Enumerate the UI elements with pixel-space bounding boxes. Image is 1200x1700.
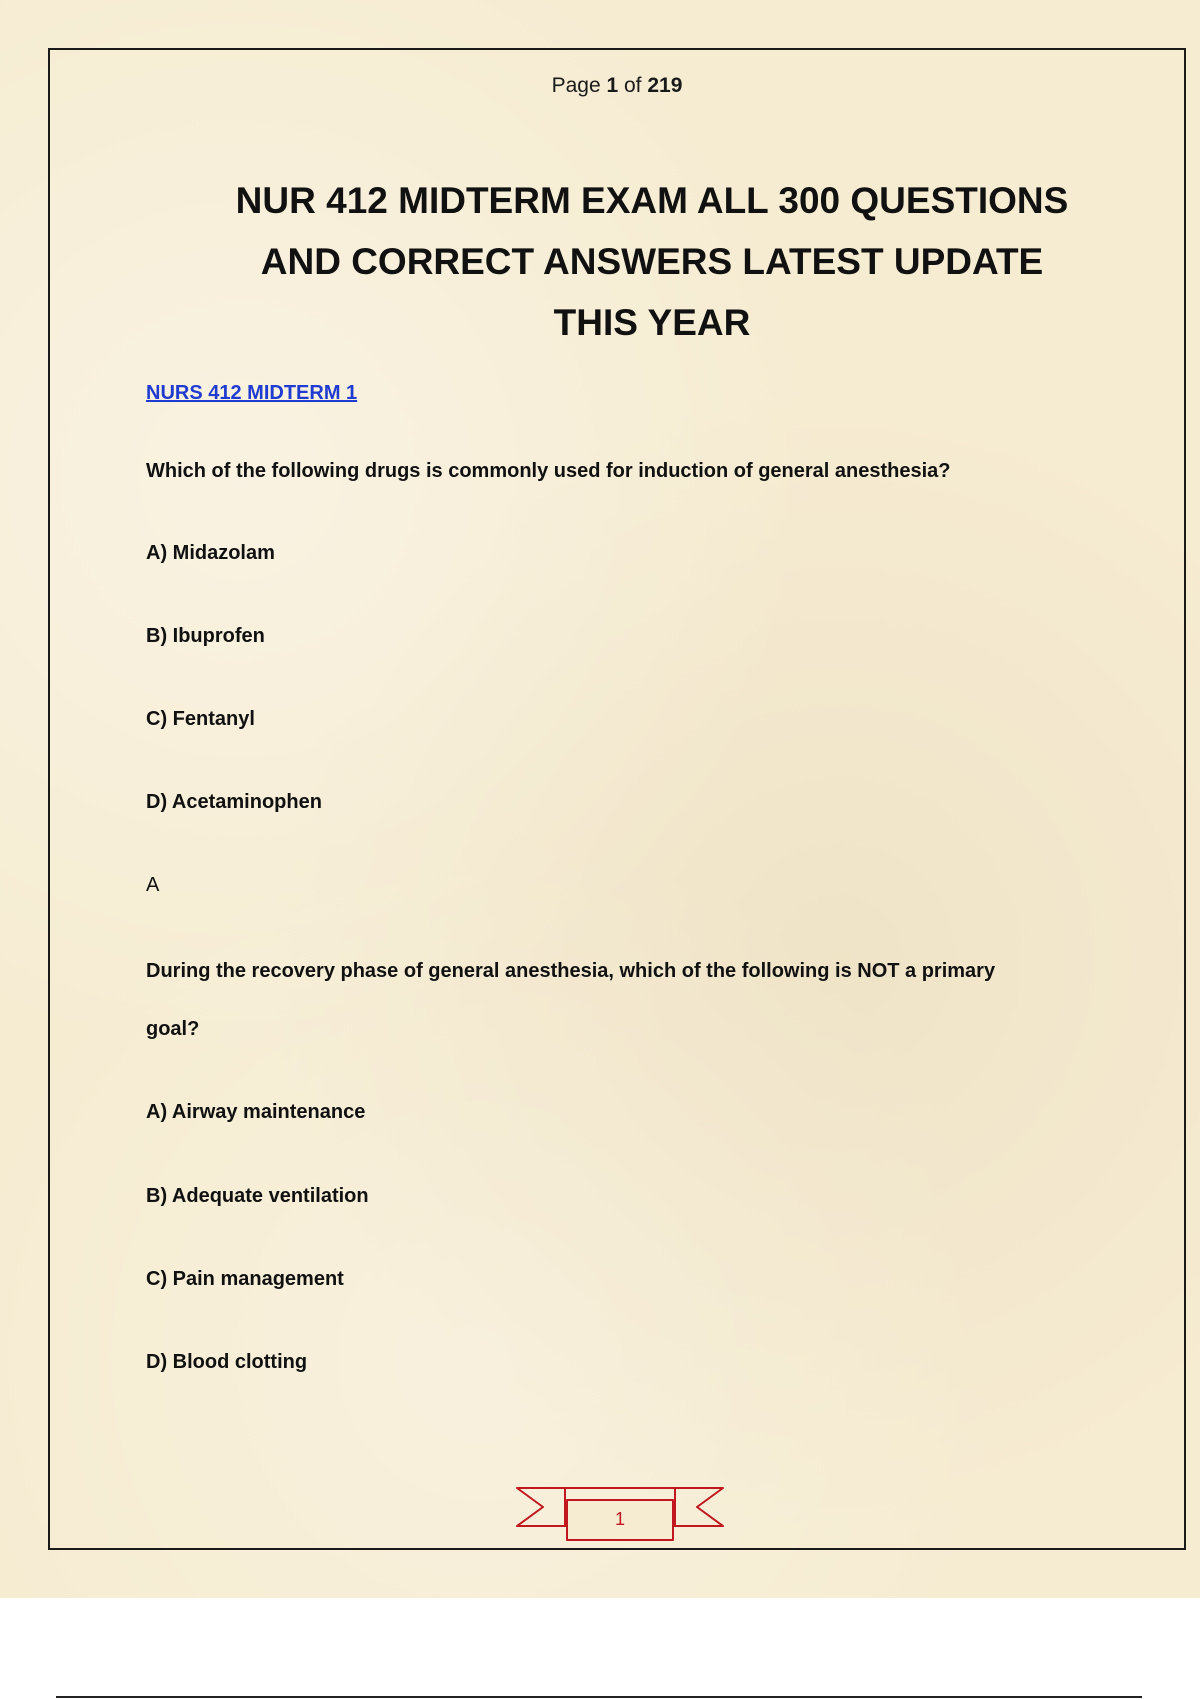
section-link[interactable]: NURS 412 MIDTERM 1 bbox=[146, 382, 358, 404]
question-2-option-d: D) Blood clotting bbox=[146, 1351, 308, 1373]
question-2-option-a: A) Airway maintenance bbox=[146, 1101, 366, 1123]
question-1-text: Which of the following drugs is commonly used for induction of general anesthesia? bbox=[146, 460, 951, 482]
question-1-answer: A bbox=[146, 874, 160, 896]
page-of: of bbox=[624, 74, 642, 97]
question-2-text-line-1: During the recovery phase of general anesthesia, which of the following is NOT a primary bbox=[146, 960, 996, 982]
question-1-option-b: B) Ibuprofen bbox=[146, 625, 265, 647]
question-2-text-line-2: goal? bbox=[146, 1018, 200, 1040]
question-1-option-c: C) Fentanyl bbox=[146, 708, 255, 730]
question-2-option-c: C) Pain management bbox=[146, 1268, 344, 1290]
page-prefix: Page bbox=[551, 74, 601, 97]
footer-page-number: 1 bbox=[614, 1509, 625, 1529]
question-1-option-d: D) Acetaminophen bbox=[146, 791, 322, 813]
document-title: NUR 412 MIDTERM EXAM ALL 300 QUESTIONS AND CORRECT ANSWERS LATEST UPDATE THIS YEAR bbox=[235, 180, 1069, 343]
question-2-option-b: B) Adequate ventilation bbox=[146, 1185, 369, 1207]
page-total: 219 bbox=[647, 74, 683, 97]
page-indicator bbox=[0, 74, 1200, 98]
bottom-divider bbox=[56, 1696, 1142, 1698]
page-current: 1 bbox=[606, 74, 619, 97]
question-1-option-a: A) Midazolam bbox=[146, 542, 275, 564]
